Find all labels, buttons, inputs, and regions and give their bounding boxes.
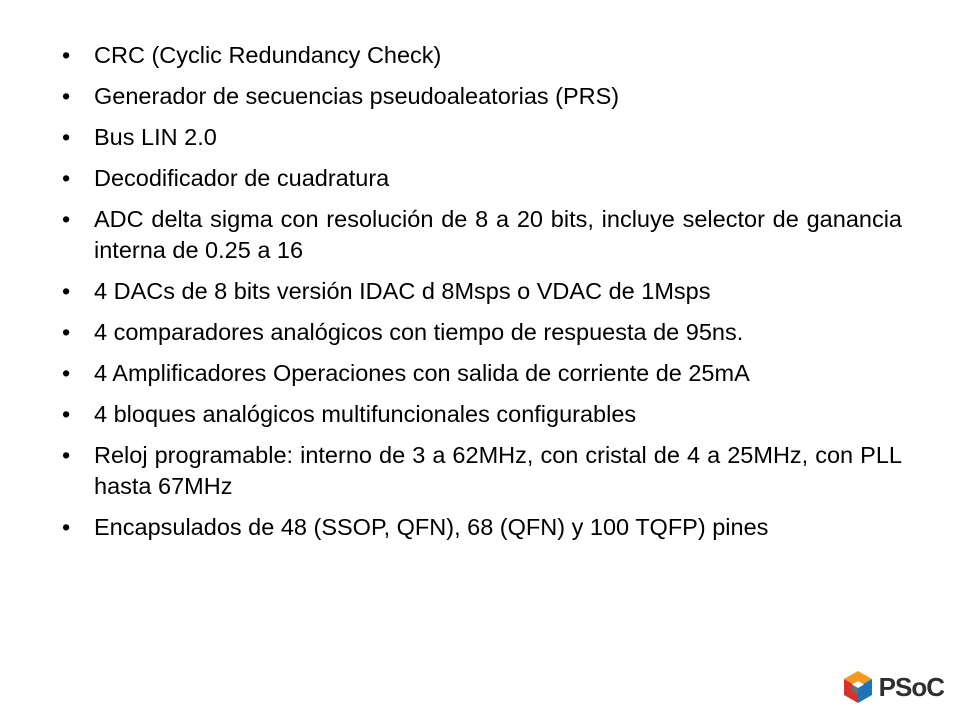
bullet-item-amplifiers: • 4 Amplificadores Operaciones con salida de corriente de 25mA	[62, 358, 902, 389]
bullet-item-lin-bus: • Bus LIN 2.0	[62, 122, 902, 153]
feature-bullet-list	[62, 40, 902, 553]
bullet-item-analog-blocks: • 4 bloques analógicos multifuncionales configurables	[62, 399, 902, 430]
psoc-logo-icon	[841, 670, 875, 704]
bullet-item-crc: • CRC (Cyclic Redundancy Check)	[62, 40, 902, 71]
bullet-item-clock: • Reloj programable: interno de 3 a 62MHz, con cristal de 4 a 25MHz, con PLL hasta 67MHz	[62, 440, 902, 502]
bullet-item-quadrature-decoder: • Decodificador de cuadratura	[62, 163, 902, 194]
bullet-item-prs: • Generador de secuencias pseudoaleatorias (PRS)	[62, 81, 902, 112]
bullet-item-dacs: • 4 DACs de 8 bits versión IDAC d 8Msps o VDAC de 1Msps	[62, 276, 902, 307]
bullet-item-packages: • Encapsulados de 48 (SSOP, QFN), 68 (QFN) y 100 TQFP) pines	[62, 512, 902, 543]
psoc-logo-text: PSoC	[878, 671, 944, 702]
psoc-logo	[841, 668, 944, 706]
bullet-item-adc: • ADC delta sigma con resolución de 8 a 20 bits, incluye selector de ganancia interna de 0.25 a 16	[62, 204, 902, 266]
bullet-item-comparators: • 4 comparadores analógicos con tiempo de respuesta de 95ns.	[62, 317, 902, 348]
